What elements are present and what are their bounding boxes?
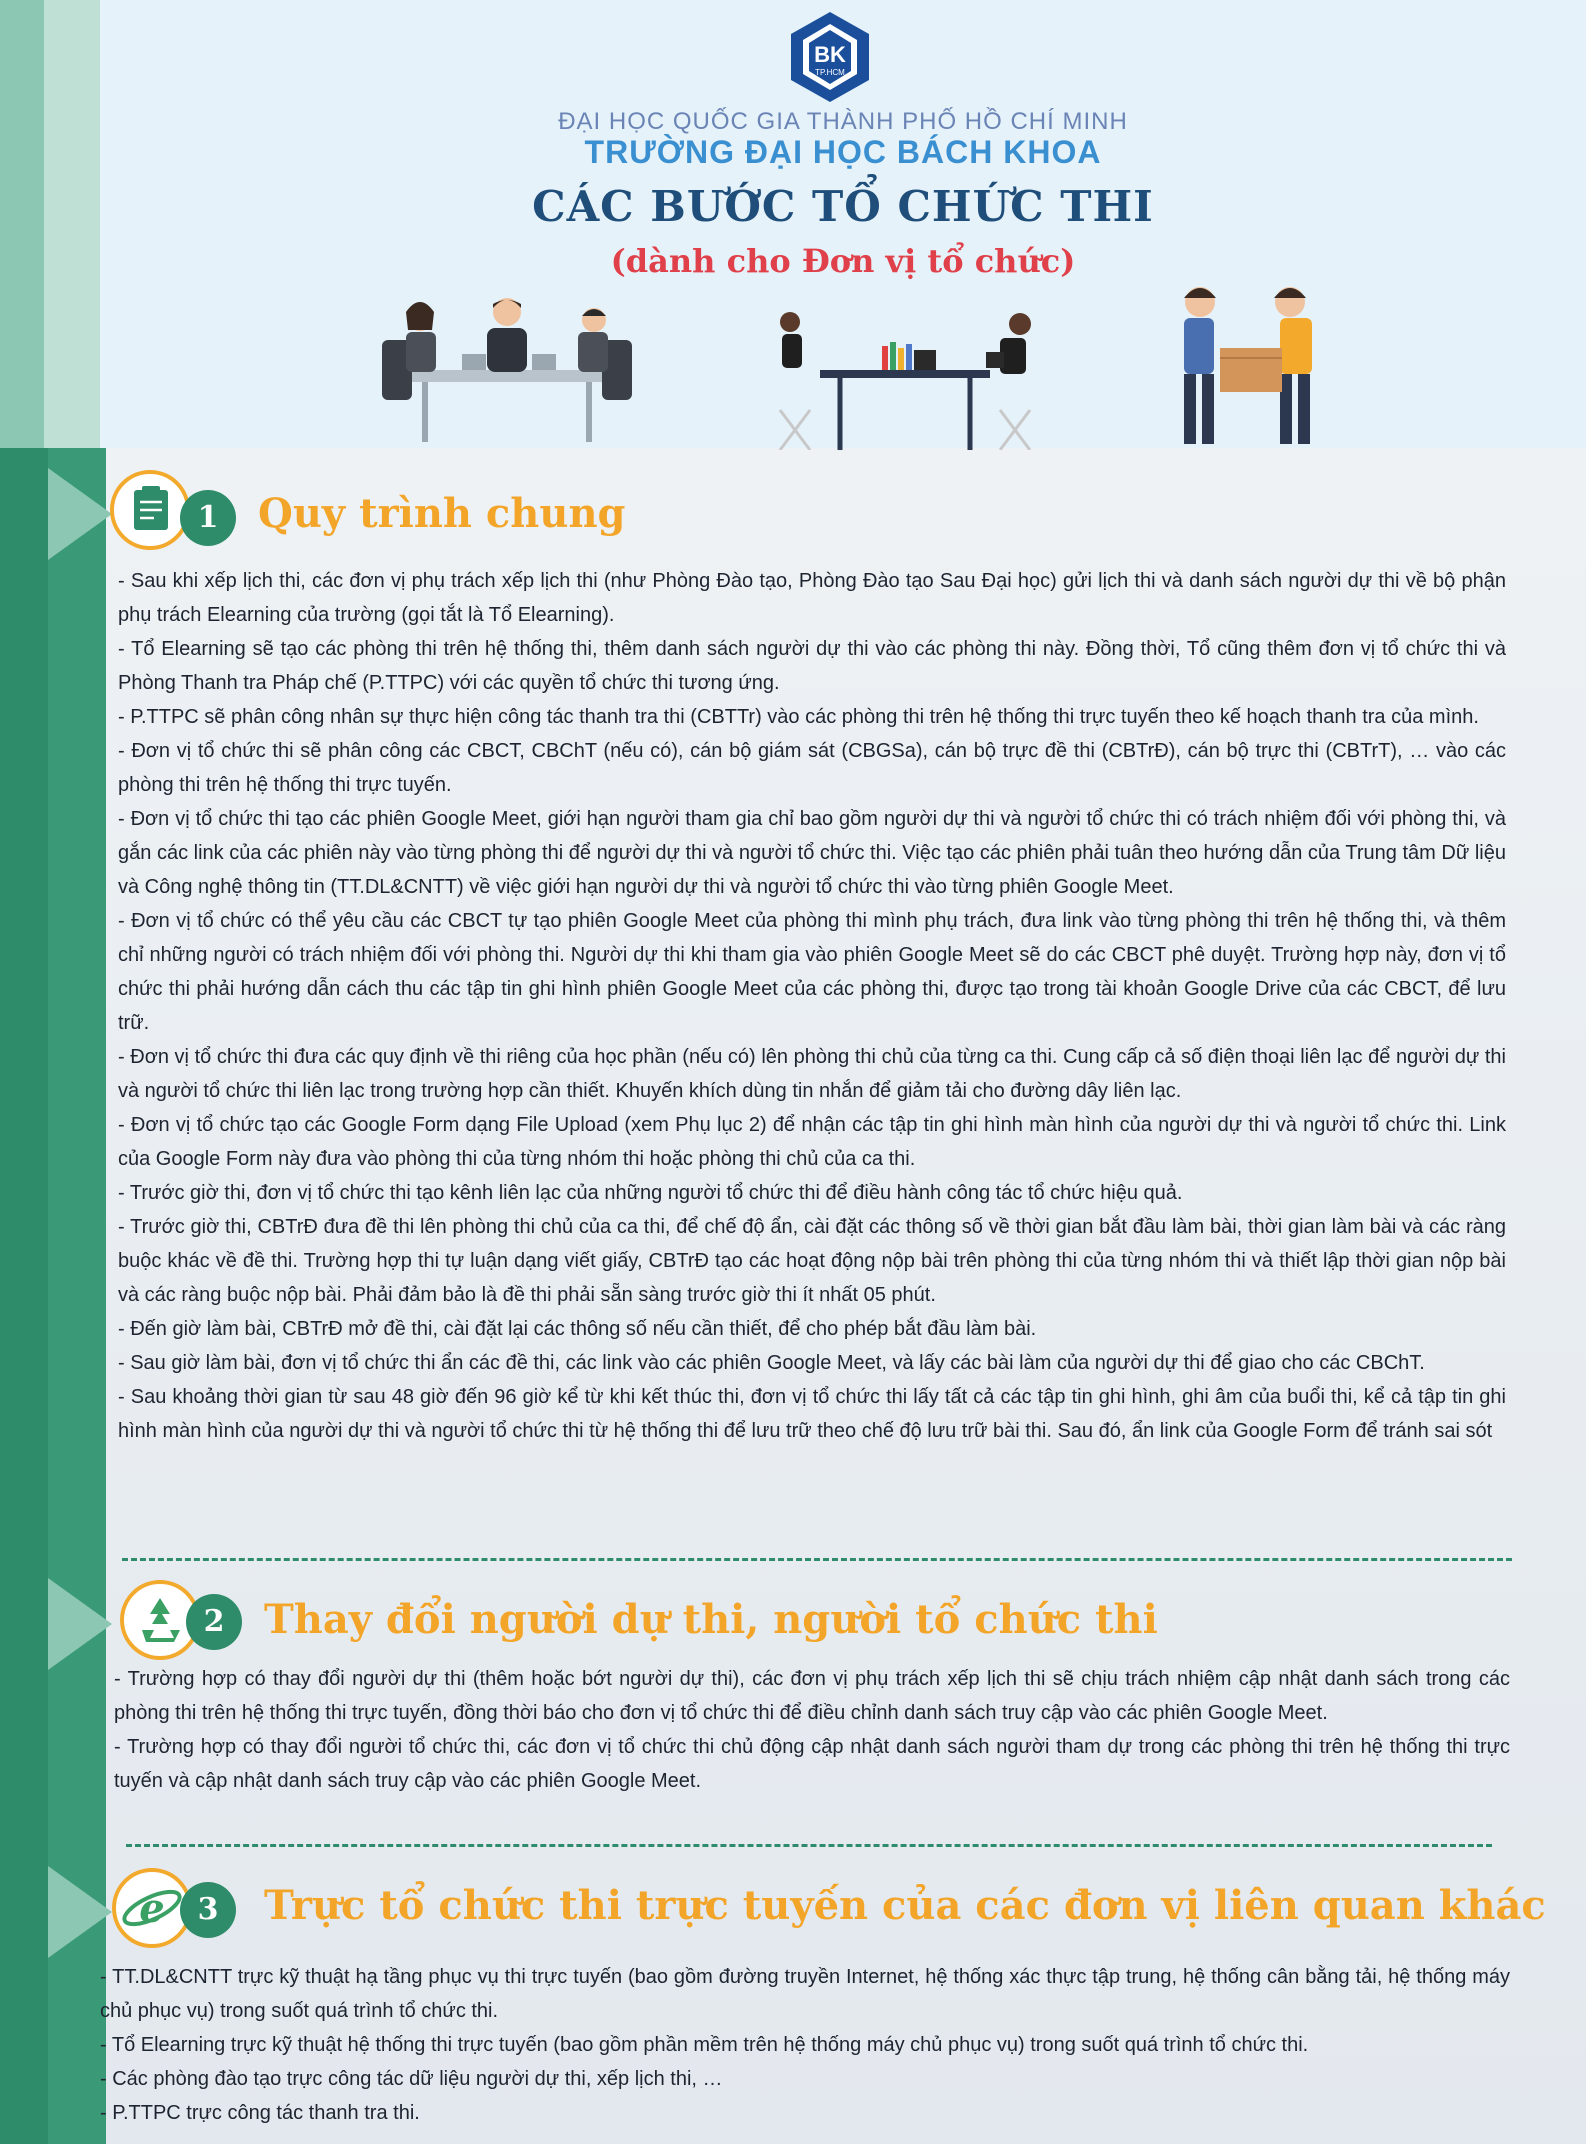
- meeting-illustration: [372, 290, 642, 450]
- section1-paragraph: - Đơn vị tổ chức thi sẽ phân công các CBCT, CBChT (nếu có), cán bộ giám sát (CBGSa), cán bộ trực đề thi (CBTrĐ), cán bộ trực thi (CBTrT), … vào các phòng thi trên hệ thống thi trực tuyến.: [118, 740, 1506, 796]
- section3-number: 3: [180, 1882, 236, 1938]
- section1-title: Quy trình chung: [258, 490, 626, 537]
- section1-paragraph: - Đơn vị tổ chức có thể yêu cầu các CBCT tự tạo phiên Google Meet của phòng thi mình phụ trách, đưa link vào từng phòng thi trên hệ thống thi, và thêm chỉ những người có trách nhiệm đối với phòng thi. Người dự thi khi tham gia vào phiên Google Meet sẽ do các CBCT phê duyệt. Trường hợp này, đơn vị tổ chức thi phải hướng dẫn cách thu các tập tin ghi hình phiên Google Meet của các phòng thi, được tạo trong tài khoản Google Drive của các CBCT, để lưu trữ.: [118, 910, 1506, 1034]
- section-divider: [122, 1558, 1512, 1561]
- section2-paragraph: - Trường hợp có thay đổi người dự thi (thêm hoặc bớt người dự thi), các đơn vị phụ trách xếp lịch thi sẽ chịu trách nhiệm cập nhật danh sách trong các phòng thi trên hệ thống thi trực tuyến, đồng thời báo cho đơn vị tổ chức thi để điều chỉnh danh sách truy cập vào các phiên Google Meet.: [114, 1668, 1510, 1724]
- section3-paragraph: - P.TTPC trực công tác thanh tra thi.: [100, 2102, 420, 2124]
- section1-paragraph: - Trước giờ thi, đơn vị tổ chức thi tạo kênh liên lạc của những người tổ chức thi để điều hành công tác tổ chức hiệu quả.: [118, 1182, 1183, 1204]
- section3-title: Trực tổ chức thi trực tuyến của các đơn vị liên quan khác: [264, 1882, 1546, 1929]
- section1-paragraph: - Trước giờ thi, CBTrĐ đưa đề thi lên phòng thi chủ của ca thi, để chế độ ẩn, cài đặt các thông số về thời gian bắt đầu làm bài, thời gian làm bài và các ràng buộc khác về đề thi. Trường hợp thi tự luận dạng viết giấy, CBTrĐ tạo các hoạt động nộp bài trên phòng thi của từng nhóm thi và thiết lập thời gian nộp bài và các ràng buộc nộp bài. Phải đảm bảo là đề thi phải sẵn sàng trước giờ thi ít nhất 05 phút.: [118, 1216, 1506, 1306]
- bk-logo: [787, 10, 873, 104]
- school-name: TRƯỜNG ĐẠI HỌC BÁCH KHOA: [584, 134, 1102, 170]
- section1-paragraph: - P.TTPC sẽ phân công nhân sự thực hiện công tác thanh tra thi (CBTTr) vào các phòng thi trên hệ thống thi trực tuyến theo kế hoạch thanh tra của mình.: [118, 706, 1479, 728]
- section1-number: 1: [180, 490, 236, 546]
- document-subtitle: (dành cho Đơn vị tổ chức): [610, 242, 1076, 280]
- decor-bar-main: [0, 448, 48, 2144]
- section2-title: Thay đổi người dự thi, người tổ chức thi: [264, 1596, 1158, 1643]
- section1-paragraph: - Sau khi xếp lịch thi, các đơn vị phụ trách xếp lịch thi (như Phòng Đào tạo, Phòng Đào tạo Sau Đại học) gửi lịch thi và danh sách người dự thi về bộ phận phụ trách Elearning của trường (gọi tắt là Tổ Elearning).: [118, 570, 1506, 626]
- section2-body: [114, 1662, 1510, 1798]
- decor-bar-top-inner: [44, 0, 100, 448]
- logo-subtext: TP.HCM: [815, 68, 845, 77]
- section1-body: [118, 564, 1506, 1448]
- section1-paragraph: - Tổ Elearning sẽ tạo các phòng thi trên hệ thống thi, thêm danh sách người dự thi vào các phòng thi này. Đồng thời, Tổ cũng thêm đơn vị tổ chức thi và Phòng Thanh tra Pháp chế (P.TTPC) với các quyền tổ chức thi tương ứng.: [118, 638, 1506, 694]
- section1-paragraph: - Đến giờ làm bài, CBTrĐ mở đề thi, cài đặt lại các thông số nếu cần thiết, để cho phép bắt đầu làm bài.: [118, 1318, 1037, 1340]
- moving-box-illustration: [1160, 278, 1350, 450]
- section-divider: [126, 1844, 1492, 1847]
- section1-paragraph: - Đơn vị tổ chức tạo các Google Form dạng File Upload (xem Phụ lục 2) để nhận các tập tin ghi hình màn hình của người dự thi và người tổ chức thi. Link của Google Form này đưa vào phòng thi của từng nhóm thi hoặc phòng thi chủ của ca thi.: [118, 1114, 1506, 1170]
- desk-illustration: [770, 300, 1040, 450]
- section1-paragraph: - Đơn vị tổ chức thi tạo các phiên Google Meet, giới hạn người tham gia chỉ bao gồm người dự thi và người tổ chức thi có trách nhiệm đối với phòng thi, và gắn các link của các phiên này vào từng phòng thi để người dự thi và người tổ chức thi. Việc tạo các phiên phải tuân theo hướng dẫn của Trung tâm Dữ liệu và Công nghệ thông tin (TT.DL&CNTT) về việc giới hạn người dự thi và người tổ chức thi vào từng phiên Google Meet.: [118, 808, 1506, 898]
- section1-arrow: [48, 468, 112, 560]
- section3-paragraph: - TT.DL&CNTT trực kỹ thuật hạ tầng phục vụ thi trực tuyến (bao gồm đường truyền Internet, hệ thống xác thực tập trung, hệ thống cân bằng tải, hệ thống máy chủ phục vụ) trong suốt quá trình tổ chức thi.: [100, 1966, 1510, 2022]
- section2-number: 2: [186, 1594, 242, 1650]
- svg-text:e: e: [139, 1885, 165, 1932]
- section3-paragraph: - Tổ Elearning trực kỹ thuật hệ thống thi trực tuyến (bao gồm phần mềm trên hệ thống máy chủ phục vụ) trong suốt quá trình tổ chức thi.: [100, 2034, 1309, 2056]
- section1-paragraph: - Đơn vị tổ chức thi đưa các quy định về thi riêng của học phần (nếu có) lên phòng thi chủ của từng ca thi. Cung cấp cả số điện thoại liên lạc để người dự thi và người tổ chức thi liên lạc trong trường hợp cần thiết. Khuyến khích dùng tin nhắn để giảm tải cho đường dây liên lạc.: [118, 1046, 1506, 1102]
- section3-arrow: [48, 1866, 112, 1958]
- decor-bar-top-outer: [0, 0, 44, 448]
- clipboard-icon: [110, 470, 190, 550]
- logo-text: BK: [814, 42, 846, 67]
- section1-paragraph: - Sau giờ làm bài, đơn vị tổ chức thi ẩn các đề thi, các link vào các phiên Google Meet, và lấy các bài làm của người dự thi để giao cho các CBChT.: [118, 1352, 1425, 1374]
- section3-body: [100, 1960, 1510, 2130]
- document-title: CÁC BƯỚC TỔ CHỨC THI: [532, 182, 1154, 231]
- section3-paragraph: - Các phòng đào tạo trực công tác dữ liệu người dự thi, xếp lịch thi, …: [100, 2068, 723, 2090]
- section1-paragraph: - Sau khoảng thời gian từ sau 48 giờ đến 96 giờ kể từ khi kết thúc thi, đơn vị tổ chức thi lấy tất cả các tập tin ghi hình, ghi âm của buổi thi, kể cả tập tin ghi hình màn hình của người dự thi và người tổ chức thi từ hệ thống thi để lưu trữ theo chế độ lưu trữ bài thi. Sau đó, ẩn link của Google Form để tránh sai sót: [118, 1386, 1506, 1442]
- university-name: ĐẠI HỌC QUỐC GIA THÀNH PHỐ HỒ CHÍ MINH: [558, 108, 1128, 135]
- section2-arrow: [48, 1578, 112, 1670]
- section2-paragraph: - Trường hợp có thay đổi người tổ chức thi, các đơn vị tổ chức thi chủ động cập nhật danh sách người tham dự trong các phòng thi trên hệ thống thi trực tuyến và cập nhật danh sách truy cập vào các phiên Google Meet.: [114, 1736, 1510, 1792]
